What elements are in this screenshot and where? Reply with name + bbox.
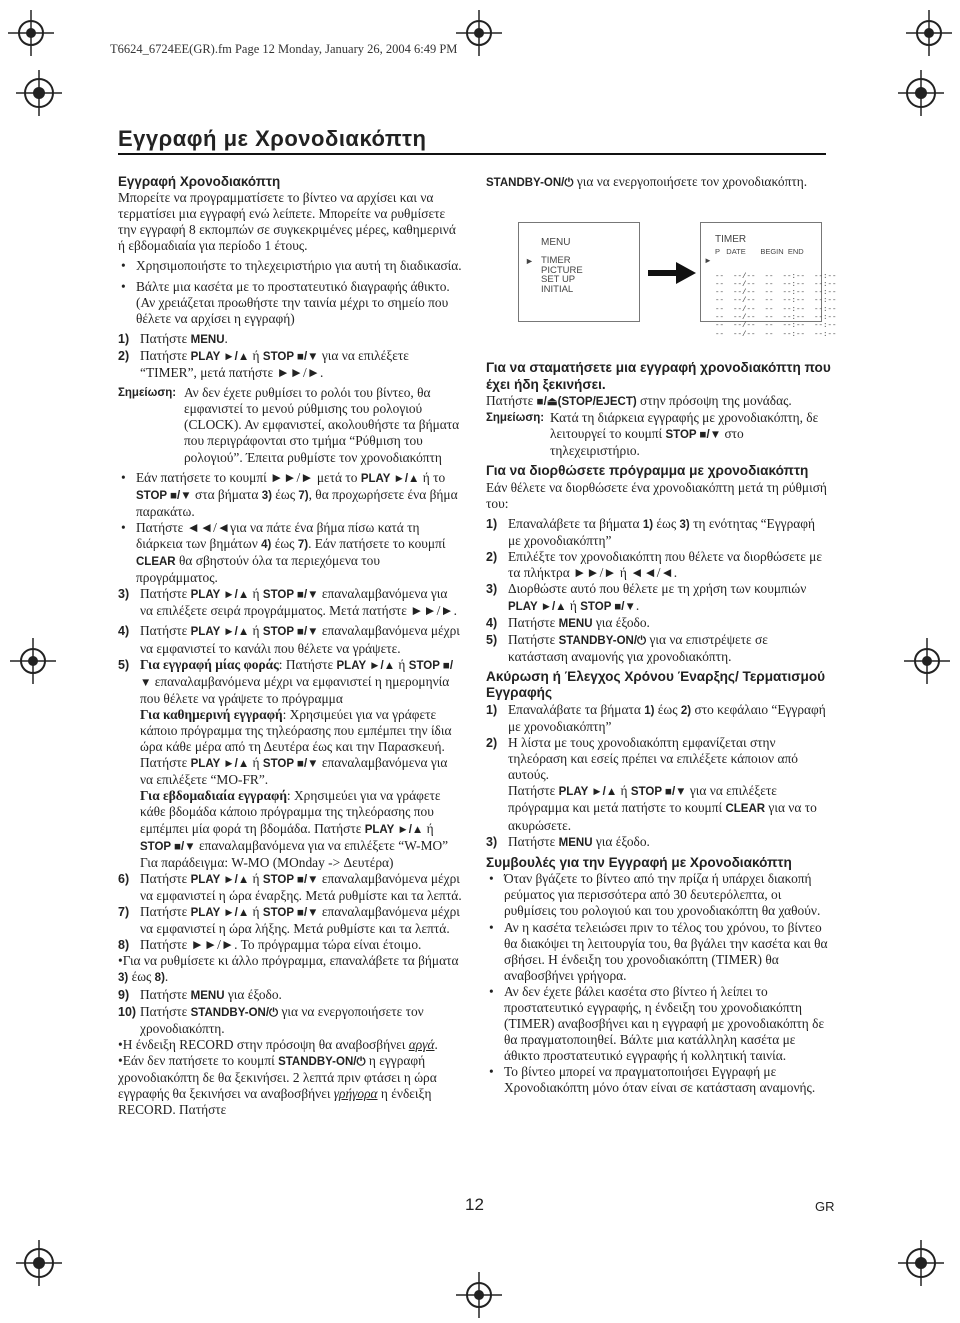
cancel-step-2: 2) Η λίστα με τους χρονοδιακόπτη εμφανίζεται στην τηλεόραση και εσείς πρέπει να επιλέξετε κάποιον από αυτούς. Πατήστε PLAY ►/▲ ή STOP ■/▼ για να επιλέξετε πρόγραμμα και μετά πατήστε το κουμπί CLEAR για να το ακυρώσετε. <box>486 735 817 833</box>
timer-headers: P DATE BEGIN END <box>715 247 804 256</box>
tip-power: • Όταν βγάζετε το βίντεο από την πρίζα ή υπάρχει διακοπή ρεύματος για περισσότερα από 30 δευτερόλεπτα, οι ρυθμίσεις του ρολογιού και του χρονοδιακόπτη θα χαθούν. <box>486 871 831 919</box>
registration-mark <box>16 70 62 116</box>
registration-mark <box>16 1240 62 1286</box>
note-stop: Σημείωση: Κατά τη διάρκεια εγγραφής με χρονοδιακόπτη, δε λειτουργεί το κουμπί STOP ■/▼ στο τηλεχειριστήριο. <box>486 410 819 459</box>
language-code: GR <box>815 1199 835 1214</box>
registration-mark <box>456 10 502 56</box>
correct-step-1: 1) Επαναλάβετε τα βήματα 1) έως 3) τη ενότητας “Εγγραφή με χρονοδιακόπτη” <box>486 516 816 549</box>
menu-item-initial: INITIAL <box>541 283 574 295</box>
menu-item-setup: SET UP <box>541 274 576 285</box>
heading-stop-timer: Για να σταματήσετε μια εγγραφή χρονοδιακόπτη που έχει ήδη ξεκινήσει. <box>486 360 831 392</box>
step-10: 10) Πατήστε STANDBY-ON/⏻ για να ενεργοποιήσετε τον χρονοδιακόπτη. <box>118 1003 424 1036</box>
title-rule <box>118 153 826 155</box>
registration-mark <box>904 638 950 684</box>
cancel-step-3: 3) Πατήστε MENU για έξοδο. <box>486 833 650 849</box>
timer-cursor-icon: ► <box>704 256 712 265</box>
stop-instructions: Πατήστε ■/⏏(STOP/EJECT) στην πρόσοψη της μονάδας. <box>486 393 792 408</box>
registration-mark <box>898 1240 944 1286</box>
bullet-forward: • Εάν πατήσετε το κουμπί ►►/► μετά το PLAY ►/▲ ή το STOP ■/▼ στα βήματα 3) έως 7), θα προχωρήσετε ένα βήμα παρακάτω. <box>118 470 463 520</box>
step-1: 1) Πατήστε MENU. <box>118 330 228 346</box>
correct-step-2: 2) Επιλέξτε τον χρονοδιακόπτη που θέλετε να διορθώσετε με τα πλήκτρα ►►/► ή ◄◄/◄. <box>486 549 822 581</box>
tip-no-cassette: • Αν δεν έχετε βάλει κασέτα στο βίντεο ή λείπει το προστατευτικό εγγραφής, η ένδειξη του χρονοδιακόπτη (TIMER) αναβοσβήνει και η εγγραφή με χρονοδιακόπτη δε θα πραγματοποιηθεί. Βάλτε μια κατάλληλη κασέτα με άθικτο προστατευτικό εγγραφής ή κολλητική ταινία. <box>486 984 831 1064</box>
page-number: 12 <box>465 1195 484 1214</box>
timer-screen <box>700 222 837 339</box>
menu-item-timer: TIMER <box>541 255 571 266</box>
right-column-lower <box>486 360 831 1097</box>
standby-continued: STANDBY-ON/⏻ για να ενεργοποιήσετε τον χρονοδιακόπτη. <box>486 174 808 189</box>
correct-intro: Εάν θέλετε να διορθώσετε ένα χρονοδιακόπτη μετά τη ρύθμισή του: <box>486 479 827 511</box>
tip-tape-end: • Αν η κασέτα τελειώσει πριν το τέλος του χρόνου, το βίντεο θα διακόψει τη λειτουργία του, θα βγάλει την κασέτα και θα σβήσει. Η ένδειξη του χρονοδιακόπτη (TIMER) θα αναβοσβήνει γρήγορα. <box>486 920 831 984</box>
menu-item-picture: PICTURE <box>541 264 583 276</box>
step-4: 4) Πατήστε PLAY ►/▲ ή STOP ■/▼ επαναλαμβανόμενα μέχρι να εμφανιστεί το κανάλι που θέλετε να γράψετε. <box>118 623 460 656</box>
heading-cancel-check: Ακύρωση ή Έλεγχος Χρόνου Έναρξης/ Τερματισμού Εγγραφής <box>486 668 826 701</box>
step-8: 8) Πατήστε ►►/►. Το πρόγραμμα τώρα είναι έτοιμο. <box>118 937 422 953</box>
registration-mark <box>8 10 54 56</box>
timer-title: TIMER <box>715 234 747 245</box>
cancel-step-1: 1) Επαναλάβατε τα βήματα 1) έως 2) στο κεφάλαιο “Εγγραφή με χρονοδιακόπτη” <box>486 701 826 734</box>
bullet-remote: • Χρησιμοποιήστε το τηλεχειριστήριο για αυτή τη διαδικασία. <box>118 258 463 274</box>
registration-mark <box>10 638 56 684</box>
print-header: T6624_6724EE(GR).fm Page 12 Monday, January 26, 2004 6:49 PM <box>110 42 458 56</box>
registration-mark <box>898 70 944 116</box>
menu-screen <box>518 222 640 322</box>
step-9: 9) Πατήστε MENU για έξοδο. <box>118 986 282 1002</box>
left-column <box>118 174 463 1118</box>
registration-mark <box>906 10 952 56</box>
step-10-note-b: •Εάν δεν πατήσετε το κουμπί STANDBY-ON/⏻ η εγγραφή χρονοδιακόπτη δε θα ξεκινήσει. 2 λεπτά πριν φτάσει η ώρα εγγραφής θα ξεκινήσει να αναβοσβήνει γρήγορα η ένδειξη RECORD. Πατήστε <box>118 1052 437 1118</box>
arrow-right-icon <box>648 262 696 284</box>
right-column <box>486 174 831 191</box>
step-10-note-a: •Η ένδειξη RECORD στην πρόσοψη θα αναβοσβήνει αργά. <box>118 1036 438 1052</box>
intro-text: Μπορείτε να προγραμματίσετε το βίντεο να αρχίσει και να τερματίσει μια εγγραφή ενώ λείπετε. Μπορείτε να ρυθμίσετε την εγγραφή 8 εκπομπών σε συγκεκριμένες μέρες, καθημερινά ή εβδομαδιαία για περίοδο 1 έτους. <box>118 190 456 254</box>
timer-rows: -- --/-- -- --:-- --:-- -- --/-- -- --:-- --:-- -- --/-- -- --:-- --:-- -- --/-- -- --:-- --:-- -- --/-- -- --:-- --:-- -- --/-- -- --:-- --:-- -- --/-- -- --:-- --:-- -- --/-- -- --:-- --:-- <box>715 272 837 339</box>
cursor-icon: ► <box>525 256 534 266</box>
section-heading: Εγγραφή Χρονοδιακόπτη <box>118 174 281 189</box>
bullet-cassette: • Βάλτε μια κασέτα με το προστατευτικό διαγραφής άθικτο. (Αν χρειάζεται προωθήστε την ταινία μέχρι το σημείο που θέλετε να αρχίσει η εγγραφή) <box>118 279 463 327</box>
step-8-note: •Για να ρυθμίσετε κι άλλο πρόγραμμα, επαναλάβετε τα βήματα 3) έως 8). <box>118 953 459 985</box>
correct-step-4: 4) Πατήστε MENU για έξοδο. <box>486 614 650 630</box>
bullet-back: • Πατήστε ◄◄/◄για να πάτε ένα βήμα πίσω κατά τη διάρκεια των βημάτων 4) έως 7). Εάν πατήσετε το κουμπί CLEAR θα σβηστούν όλα τα περιεχόμενα του προγράμματος. <box>118 520 463 586</box>
step-2: 2) Πατήστε PLAY ►/▲ ή STOP ■/▼ για να επιλέξετε “TIMER”, μετά πατήστε ►►/►. <box>118 347 409 381</box>
heading-correct-timer: Για να διορθώσετε πρόγραμμα με χρονοδιακόπτη <box>486 463 809 479</box>
menu-title: MENU <box>541 237 571 248</box>
step-5: 5) Για εγγραφή μίας φοράς: Πατήστε PLAY ►/▲ ή STOP ■/▼ επαναλαμβανόμενα μέχρι να εμφανιστεί η ημερομηνία που θέλετε να γράψετε το πρόγραμμα Για καθημερινή εγγραφή: Χρησιμεύει για να γράφετε κάποιο πρόγραμμα της τηλεόρασης που εμπέμπει την ίδια ώρα κάθε μέρα από τη Δευτέρα έως και την Παρασκευή. Πατήστε PLAY ►/▲ ή STOP ■/▼ επαναλαμβανόμενα για να επιλέξετε “MO-FR”. Για εβδομαδιαία εγγραφή: Χρησιμεύει για να γράφετε κάθε βδομάδα κάποιο πρόγραμμα της τηλεόρασης που εμπέμπει μία φορά τη βδομάδα. Πατήστε PLAY ►/▲ ή STOP ■/▼ επαναλαμβανόμενα για να επιλέξετε “W-MO” Για παράδειγμα: W-MO (MOnday -> Δευτέρα) <box>118 656 454 870</box>
page-title: Εγγραφή με Χρονοδιακόπτη <box>118 126 427 151</box>
correct-step-5: 5) Πατήστε STANDBY-ON/⏻ για να επιστρέψετε σε κατάσταση αναμονής για χρονοδιακόπτη. <box>486 631 768 664</box>
step-6: 6) Πατήστε PLAY ►/▲ ή STOP ■/▼ επαναλαμβανόμενα μέχρι να εμφανιστεί η ώρα έναρξης. Μετά ρυθμίστε και τα λεπτά. <box>118 870 462 903</box>
step-3: 3) Πατήστε PLAY ►/▲ ή STOP ■/▼ επαναλαμβανόμενα για να επιλέξετε σειρά προγράμματος. Μετά πατήστε ►►/►. <box>118 586 457 619</box>
step-7: 7) Πατήστε PLAY ►/▲ ή STOP ■/▼ επαναλαμβανόμενα μέχρι να εμφανιστεί η ώρα λήξης. Μετά ρυθμίστε και τα λεπτά. <box>118 904 460 937</box>
correct-step-3: 3) Διορθώστε αυτό που θέλετε με τη χρήση των κουμπιών PLAY ►/▲ ή STOP ■/▼. <box>486 581 807 613</box>
registration-mark <box>456 1272 502 1318</box>
heading-tips: Συμβουλές για την Εγγραφή με Χρονοδιακόπτη <box>486 854 792 870</box>
note-clock: Σημείωση: Αν δεν έχετε ρυθμίσει το ρολόι του βίντεο, θα εμφανιστεί το μενού ρύθμισης του ρολογιού (CLOCK). Αν εμφανιστεί, ακολουθήστε τα βήματα που περιγράφονται στο τμήμα “Ρύθμιση του ρολογιού”. Έπειτα ρυθμίστε τον χρονοδιακόπτη <box>118 385 460 465</box>
tip-standby: • Το βίντεο μπορεί να πραγματοποιήσει Εγγραφή με Χρονοδιακόπτη μόνο όταν είναι σε κατάσταση αναμονής. <box>486 1064 831 1096</box>
